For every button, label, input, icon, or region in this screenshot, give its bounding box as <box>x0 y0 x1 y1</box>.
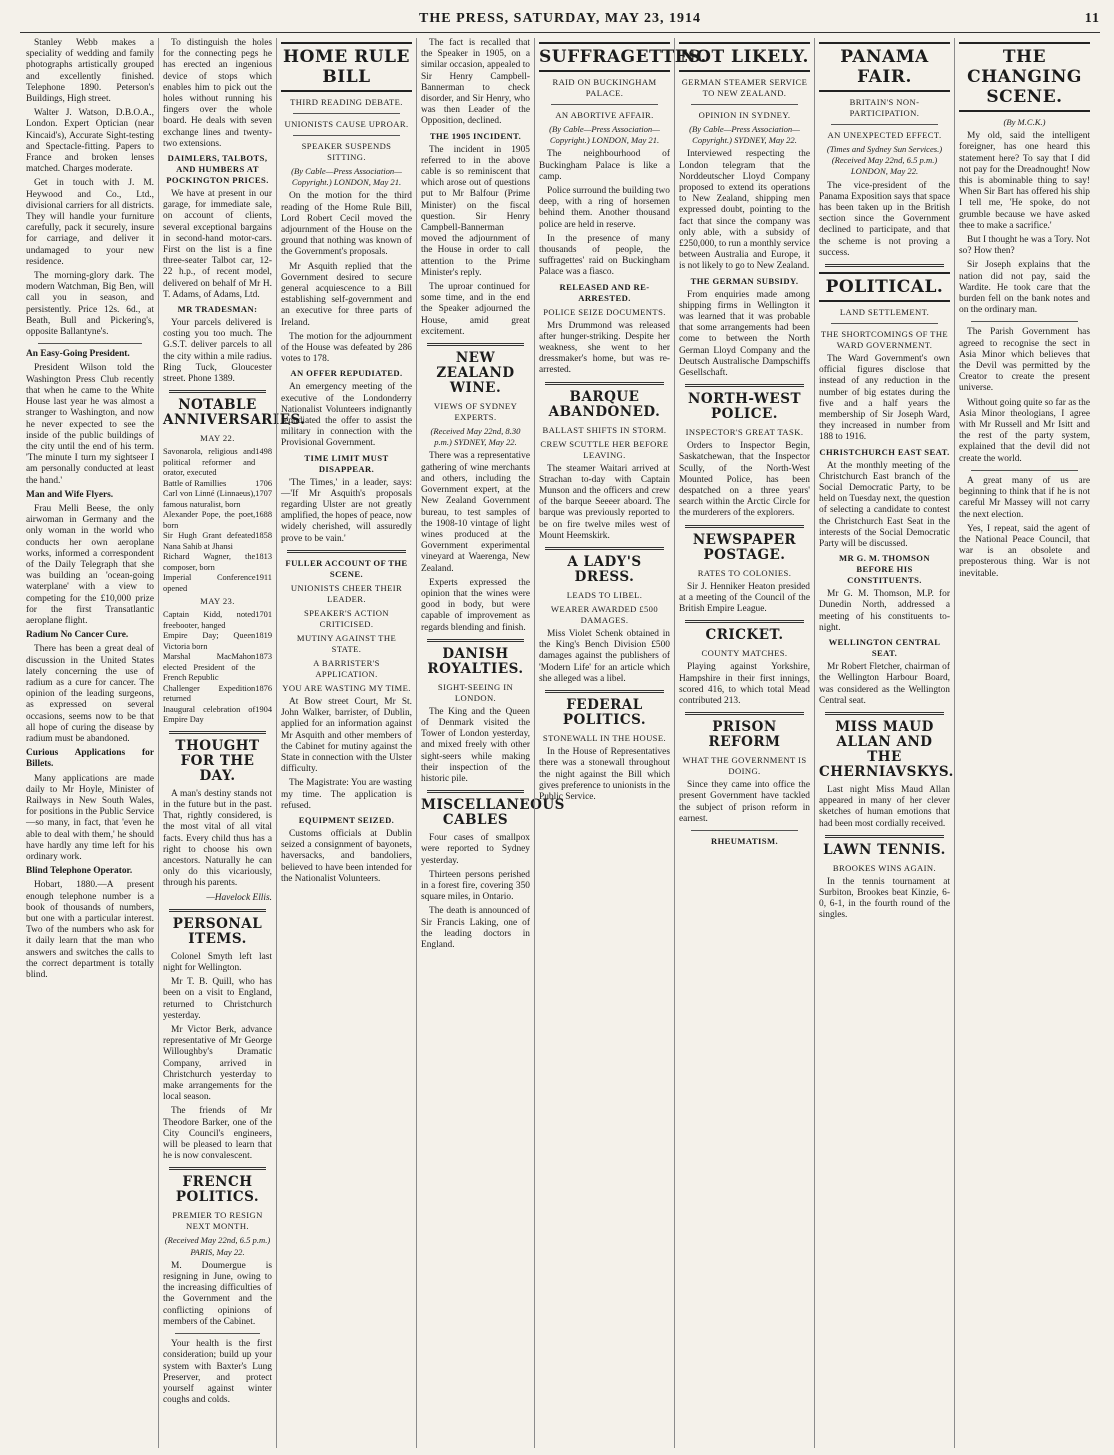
article-text: Mr Robert Fletcher, chairman of the Wellington Harbour Board, was considered as the Wellington Central seat. <box>819 662 950 706</box>
item-heading: Curious Applications for Billets. <box>26 748 154 770</box>
article-text: At the monthly meeting of the Christchurch East branch of the Social Democratic Party, to be held on Tuesday next, the question of selecting a candidate to contest the Christchurch East Seat in the interests of the Social Democratic Party will be discussed. <box>819 460 950 550</box>
article-headline: HOME RULE BILL <box>281 42 412 92</box>
article-text: At Bow street Court, Mr St. John Walker, barrister, of Dublin, applied for an information against Mr Asquith and other members of the Cabinet for mutiny against the State in connection with the Ulster difficulty. <box>281 696 412 775</box>
subheading: SIGHT-SEEING IN LONDON. <box>437 681 514 703</box>
subheading: RHEUMATISM. <box>710 835 779 846</box>
article-text: Without going quite so far as the Asia Minor theologians, I agree with Mr Russell and Mr Isitt and the rest of the party system, explained that the devil did not create the world. <box>959 397 1090 464</box>
column-5 <box>534 38 707 1448</box>
article-headline: MISCELLANEOUS CABLES <box>421 797 565 829</box>
article-text: The incident in 1905 referred to in the above cable is so reminiscent that which arose out of questions put to Mr Balfour (Prime Minister) on the fiscal question. Sir Henry Campbell-Bannerman moved the adjournment of the House in order to call attention to the Prime Minister's reply. <box>421 144 530 278</box>
anniversary-event: Captain Kidd, noted freebooter, hanged <box>163 610 256 630</box>
subheading: CHRISTCHURCH EAST SEAT. <box>819 446 950 457</box>
article-text: In the presence of many thousands of people, the suffragettes' raid on Buckingham Palace was a fiasco. <box>539 233 670 278</box>
advert-heading: DAIMLERS, TALBOTS, AND HUMBERS AT POCKINGTON PRICES. <box>166 153 269 186</box>
subheading: LAND SETTLEMENT. <box>839 307 930 318</box>
column-7 <box>814 38 954 1448</box>
author-byline: (By M.C.K.) <box>1003 117 1046 127</box>
article-headline: THE CHANGING SCENE. <box>959 42 1090 112</box>
article-text: In the tennis tournament at Surbiton, Brookes beat Kinzie, 6-0, 6-1, in the fourth round of the singles. <box>819 876 950 921</box>
subheading: BROOKES WINS AGAIN. <box>832 862 937 873</box>
divider <box>825 712 944 715</box>
article-text: Thirteen persons perished in a forest fire, covering 350 square miles, in Ontario. <box>421 869 530 903</box>
divider <box>551 104 658 105</box>
subheading: MUTINY AGAINST THE STATE. <box>296 632 397 654</box>
article-text: Last night Miss Maud Allan appeared in many of her clever sketches of human emotions that had been most cordially received. <box>819 784 950 829</box>
divider <box>685 384 804 387</box>
divider <box>691 104 798 105</box>
subheading: EQUIPMENT SEIZED. <box>298 814 395 825</box>
anniversary-item <box>163 610 272 631</box>
subheading: RAID ON BUCKINGHAM PALACE. <box>552 77 657 98</box>
anniversary-event: Alexander Pope, the poet, born <box>163 510 256 530</box>
anniversary-item <box>163 631 272 652</box>
divider <box>169 731 266 734</box>
masthead-title: THE PRESS, SATURDAY, MAY 23, 1914 <box>419 11 701 26</box>
article-text: The vice-president of the Panama Exposition says that space has been taken up in the British section since the Government declined to participate, and that the scheme is not proving a success. <box>819 180 950 258</box>
subheading: THIRD READING DEBATE. <box>290 97 403 107</box>
divider <box>825 835 944 838</box>
anniversary-year: 1688 <box>255 510 272 520</box>
subheading: WELLINGTON CENTRAL SEAT. <box>828 637 941 659</box>
anniversary-item <box>163 652 272 684</box>
article-text: The Magistrate: You are wasting my time. The application is refused. <box>281 778 412 811</box>
anniversary-item <box>163 573 272 594</box>
article-text: Since they came into office the present Government have tackled the subject of prison reform in earnest. <box>679 780 810 824</box>
column-1 <box>22 38 158 1448</box>
article-text: The Parish Government has agreed to recognise the sect in Asia Minor which believes that the Devil was permitted by the Creator to create the present universe. <box>959 327 1090 394</box>
anniversary-event: Challenger Expedition returned <box>163 683 256 704</box>
item-text: Many applications are made daily to Mr Hoyle, Minister of Railways in New South Wales, for positions in the Public Service—so many, in fact, that 'even he able to deal with them,' he should have hardly any time left for his ordinary work. <box>26 773 154 863</box>
article-headline: DANISH ROYALTIES. <box>427 645 524 677</box>
divider <box>175 1333 260 1334</box>
divider <box>545 690 664 693</box>
anniversary-year: 1813 <box>255 552 272 562</box>
subheading: AN OFFER REPUDIATED. <box>290 368 403 379</box>
item-heading: Man and Wife Flyers. <box>26 489 114 500</box>
anniversary-year: 1701 <box>255 610 272 620</box>
article-headline: NEWSPAPER POSTAGE. <box>692 531 797 563</box>
divider <box>691 830 798 831</box>
divider <box>293 113 400 114</box>
article-text: An emergency meeting of the executive of the Londonderry Nationalist Volunteers indignantly repudiated the offer to assist the military in connection with the Provisional Government. <box>281 382 412 449</box>
dateline: (By Cable—Press Association—Copyright.) LONDON, May 21. <box>291 166 402 188</box>
item-text: President Wilson told the Washington Press Club recently that when he came to the White House last year he was almost a stranger to Washington, and now he never expected to see the inside of the public buildings of the city until the end of his term. 'The minute I turn my sightseer I am personally conducted at least the hand.' <box>26 363 154 486</box>
divider <box>427 639 524 642</box>
divider <box>971 321 1078 322</box>
article-text: Interviewed respecting the London telegram that the Norddeutscher Lloyd Company proposed to extend its operations to New Zealand, shipping men expressed doubt, pointing to the fact that since the company was only able, with a subsidy of £250,000, to run a monthly service between Australia and Europe, it is not likely to go to New Zealand. <box>679 149 810 272</box>
subheading: GERMAN STEAMER SERVICE TO NEW ZEALAND. <box>681 77 808 98</box>
article-headline: SUFFRAGETTES. <box>539 42 670 72</box>
subheading: BALLAST SHIFTS IN STORM. <box>542 424 667 435</box>
personal-item: Mr T. B. Quill, who has been on a visit to England, returned to Christchurch yesterday. <box>163 977 272 1021</box>
article-text: The King and the Queen of Denmark visited the Tower of London yesterday, and mixed freely with other sight-seers while making their inspection of the historic pile. <box>421 706 530 784</box>
subheading: A BARRISTER'S APPLICATION. <box>313 657 380 679</box>
divider <box>38 343 142 344</box>
anniversary-year: 1873 <box>255 652 272 662</box>
article-text: Police surround the building two deep, with a ring of horsemen behind them. Another thousand police are held in reserve. <box>539 186 670 230</box>
article-text: There was a representative gathering of wine merchants and others, including the Government expert, at the New Zealand Government bureau, to test samples of the 1908-10 vintage of light wines produced at the Government experimental vineyard at Waerenga, New Zealand. <box>421 451 530 574</box>
advert-webb: Stanley Webb makes a speciality of wedding and family photographs artistically grouped and excellently finished. Telephone 1890. Peterson's Buildings, High street. <box>26 38 154 105</box>
column-6 <box>674 38 814 1448</box>
article-text: The motion for the adjournment of the House was defeated by 286 votes to 178. <box>281 331 412 365</box>
divider <box>427 343 524 346</box>
article-headline: CRICKET. <box>705 627 784 644</box>
article-text: In the House of Representatives there was a stonewall throughout the night against the Bill which gives preference to unionists in the Public Service. <box>539 747 670 802</box>
item-text: Hobart, 1880.—A present enough telephone number is a book of thousands of numbers, but one with a particular interest. Two of the numbers who ask for it daily learn that the man who answers and switches the calls to the correct department is totally blind. <box>26 880 154 981</box>
advert-heywood: Get in touch with J. M. Heywood and Co., Ltd., divisional carriers for all districts. They will handle your furniture carefully, pack it securely, insure for carriage, and deliver it undamaged to your new residence. <box>26 178 154 267</box>
article-text: The death is announced of Sir Francis Laking, one of the leading doctors in England. <box>421 906 530 950</box>
dateline: (Times and Sydney Sun Services.) (Received May 22nd, 6.5 p.m.) LONDON, May 22. <box>826 144 943 177</box>
divider <box>825 264 944 267</box>
subheading: UNIONISTS CHEER THEIR LEADER. <box>290 582 403 604</box>
item-text: Frau Melli Beese, the only airwoman in Germany and the only woman in the world who conducts her own aeroplane works, informed a correspondent of the Daily Telegraph that she was building an 'ocean-going waterplane' with a view to competing for the £10,000 prize for the first Transatlantic aeroplane flight. <box>26 503 154 626</box>
anniversary-event: Battle of Ramillies <box>163 478 227 488</box>
subheading: WEARER AWARDED £500 DAMAGES. <box>550 604 659 626</box>
section-headline: FRENCH POLITICS. <box>175 1174 260 1206</box>
anniversary-list <box>163 447 272 594</box>
article-text: Playing against Yorkshire, Hampshire in their first innings, scored 416, to which total Mead contributed 213. <box>679 662 810 706</box>
subheading: YOU ARE WASTING MY TIME. <box>282 682 411 693</box>
thought-text: A man's destiny stands not in the future but in the past. That, rightly considered, is the most vital of all vital facts. Every child thus has a right to choose his own ancestors. Naturally he can only do this vicariously, through his parents. <box>163 788 272 889</box>
page-number: 11 <box>1084 11 1100 26</box>
article-text: Four cases of smallpox were reported to Sydney yesterday. <box>421 833 530 866</box>
anniversary-item <box>163 447 272 479</box>
article-text: 'The Times,' in a leader, says:—'If Mr Asquith's proposals regarding Ulster are not greatly amplified, the hopes of peace, now widely cherished, will assuredly prove to be vain.' <box>281 477 412 544</box>
article-text: My old, said the intelligent foreigner, has one heard this statement here? To say that I did not pay for the Dreadnought! Now this is abominable thing to say! When Sir Bart has offered his ship I tell me, 'He spoke, do not grumble because we have asked thee to make a sacrifice.' <box>959 131 1090 231</box>
divider <box>427 790 524 793</box>
article-headline: NEW ZEALAND WINE. <box>436 350 515 397</box>
article-text: From enquiries made among shipping firms in Wellington it was learned that it was probable that some arrangements had been come to between the North German Lloyd Company and the Deutsch Australische Dampschiffs Gesellschaft. <box>679 289 810 379</box>
date-subheading: MAY 22. <box>200 433 235 444</box>
divider <box>545 382 664 385</box>
divider <box>169 390 266 393</box>
article-text: On the motion for the third reading of the Home Rule Bill, Lord Robert Cecil moved the adjournment of the House on the ground that nothing was known of the Government's proposals. <box>281 191 412 258</box>
column-3 <box>276 38 416 1448</box>
subheading: AN ABORTIVE AFFAIR. <box>555 110 654 120</box>
subheading: STONEWALL IN THE HOUSE. <box>542 733 667 744</box>
column-2 <box>158 38 306 1448</box>
dateline: (Received May 22nd, 8.30 p.m.) SYDNEY, May 22. <box>430 426 521 448</box>
subheading: COUNTY MATCHES. <box>701 648 788 659</box>
anniversary-year: 1858 <box>255 531 272 541</box>
subheading: SPEAKER SUSPENDS SITTING. <box>301 141 392 162</box>
divider <box>971 470 1078 471</box>
article-text: Mrs Drummond was released after hunger-striking. Despite her weakness, she went to her dressmaker's home, but was re-arrested. <box>539 320 670 376</box>
article-text: Miss Violet Schenk obtained in the King's Bench Division £500 damages against the publishers of 'Modern Life' for an article which she alleged was a libel. <box>539 629 670 684</box>
date-subheading: MAY 23. <box>200 596 235 607</box>
dateline: (By Cable—Press Association—Copyright.) LONDON, May 21. <box>549 124 660 146</box>
advert-text: We have at present in our garage, for immediate sale, on account of clients, several exceptional bargains in second-hand motor-cars. First on the list is a fine three-seater Talbot car, 12-22 h.p., of recent model, delivered on behalf of Mr H. T. Adams, of Adams, Ltd. <box>163 189 272 300</box>
divider <box>685 620 804 623</box>
divider <box>169 1167 266 1170</box>
advert-bigben: The morning-glory dark. The modern Watchman, Big Ben, will call you in season, and persistently. Price 12s. 6d., at Beath, Bull and Pickering's, opposite Ballantyne's. <box>26 271 154 338</box>
subheading: THE SHORTCOMINGS OF THE WARD GOVERNMENT. <box>820 329 949 351</box>
dateline: (By Cable—Press Association—Copyright.) SYDNEY, May 22. <box>689 124 800 146</box>
article-text: The steamer Waitari arrived at Strachan to-day with Captain Munson and the officers and crew of the barque Seeeer aboard. The barque was previously reported to be on fire twelve miles west of Mount Heemskirk. <box>539 463 670 541</box>
anniversary-item <box>163 479 272 490</box>
anniversary-event: Richard Wagner, the composer, born <box>163 552 256 572</box>
masthead <box>20 8 1100 33</box>
personal-item: The friends of Mr Theodore Barker, one of the City Council's engineers, will be pleased to learn that he is now convalescent. <box>163 1106 272 1162</box>
subheading: POLICE SEIZE DOCUMENTS. <box>543 306 666 317</box>
subheading: MR G. M. THOMSON BEFORE HIS CONSTITUENTS. <box>839 553 930 586</box>
anniversary-event: Empire Day; Queen Victoria born <box>163 631 256 651</box>
divider <box>831 323 938 324</box>
article-text: The uproar continued for some time, and in the end the Speaker adjourned the House, amid great excitement. <box>421 282 530 337</box>
article-headline: A LADY'S DRESS. <box>567 554 642 586</box>
subheading: THE 1905 INCIDENT. <box>429 130 522 141</box>
article-text: The Ward Government's own official figures disclose that instead of any reduction in the number of big estates during the five and a half years the membership of Sir Joseph Ward, they increased in number from 188 to 1916. <box>819 354 950 443</box>
article-text: Experts expressed the opinion that the wines were good in body, but were capable of improvement as regards blending and finish. <box>421 577 530 633</box>
article-headline: MISS MAUD ALLAN AND THE CHERNIAVSKYS. <box>819 718 954 780</box>
anniversary-year: 1498 <box>255 447 272 457</box>
thought-author: —Havelock Ellis. <box>206 892 272 903</box>
article-text: Sir Joseph explains that the nation did not pay, said the Wardite. He took care that the burden fell on the bank notes and on the ordinary man. <box>959 260 1090 316</box>
anniversary-year: 1911 <box>255 573 272 583</box>
article-headline: BARQUE ABANDONED. <box>548 388 661 420</box>
subheading: VIEWS OF SYDNEY EXPERTS. <box>433 401 518 423</box>
anniversary-item <box>163 684 272 705</box>
item-heading: Blind Telephone Operator. <box>26 866 133 877</box>
article-headline: FEDERAL POLITICS. <box>562 697 647 729</box>
personal-item: Colonel Smyth left last night for Wellington. <box>163 951 272 974</box>
subheading: PREMIER TO RESIGN NEXT MONTH. <box>172 1210 263 1232</box>
anniversary-year: 1876 <box>255 683 272 693</box>
divider <box>287 550 406 553</box>
subheading: RATES TO COLONIES. <box>697 567 792 578</box>
subheading: AN UNEXPECTED EFFECT. <box>827 130 942 140</box>
subheading: RELEASED AND RE-ARRESTED. <box>559 281 650 303</box>
anniversary-event: Inaugural celebration of Empire Day <box>163 704 256 725</box>
subheading: CREW SCUTTLE HER BEFORE LEAVING. <box>540 438 669 460</box>
advert-text: Your parcels delivered is costing you too much. The G.S.T. deliver parcels to all the city within a mile radius. Ring Tuck, Gloucester street. Phone 1389. <box>163 318 272 385</box>
subheading: BRITAIN'S NON-PARTICIPATION. <box>849 97 920 118</box>
item-text: There has been a great deal of discussion in the United States lately concerning the use of radium as a cure for cancer. The opinion of the leading surgeons, as expressed on several occasions, seems now to be that all hope of curing the disease by radium must be abandoned. <box>26 644 154 744</box>
divider <box>293 135 400 136</box>
article-text: Sir J. Henniker Heaton presided at a meeting of the Council of the British Empire League. <box>679 581 810 615</box>
advert-heading: MR TRADESMAN: <box>177 304 258 315</box>
anniversary-item <box>163 489 272 510</box>
subheading: LEADS TO LIBEL. <box>566 590 643 601</box>
article-headline: PRISON REFORM <box>708 719 781 751</box>
subheading: UNIONISTS CAUSE UPROAR. <box>284 119 409 129</box>
divider <box>545 547 664 550</box>
item-heading: Radium No Cancer Cure. <box>26 630 129 641</box>
anniversary-year: 1707 <box>255 489 272 499</box>
anniversary-item <box>163 531 272 552</box>
anniversary-year: 1819 <box>255 631 272 641</box>
section-headline: THOUGHT FOR THE DAY. <box>175 737 260 784</box>
article-text: The fact is recalled that the Speaker in 1905, on a similar occasion, appealed to Sir Henry Campbell-Bannerman to check disorder, and Sir Henry, who was then Leader of the Opposition, declined. <box>421 38 530 127</box>
article-text: M. Doumergue is resigning in June, owing to the increasing difficulties of the Government and the conflicting opinions of members of the Cabinet. <box>163 1260 272 1327</box>
anniversary-year: 1904 <box>255 704 272 714</box>
dateline: (Received May 22nd, 6.5 p.m.) PARIS, May 22. <box>164 1235 271 1257</box>
item-text: To distinguish the holes for the connecting pegs he has erected an ingenious device of stops which enables him to pick out the holes without running his fingers over the whole board. He deals with seven exchange lines and twenty-two extensions. <box>163 38 272 149</box>
subheading: INSPECTOR'S GREAT TASK. <box>685 427 804 438</box>
column-8 <box>954 38 1094 1448</box>
anniversary-event: Sir Hugh Grant defeated Nana Sahib at Jhansi <box>163 531 256 551</box>
divider <box>685 712 804 715</box>
article-text: Yes, I repeat, said the agent of the National Peace Council, that war is an obsolete and preposterous thing. War is not inevitable. <box>959 523 1090 579</box>
article-headline: NOT LIKELY. <box>679 42 810 72</box>
subheading: SPEAKER'S ACTION CRITICISED. <box>303 607 390 629</box>
personal-item: Mr Victor Berk, advance representative of Mr George Willoughby's Dramatic Company, arrived in Christchurch yesterday to make arrangements for the local season. <box>163 1025 272 1103</box>
anniversary-event: Carl von Linné (Linnaeus), famous naturalist, born <box>163 489 256 509</box>
anniversary-item <box>163 510 272 531</box>
article-text: Orders to Inspector Begin, Saskatchewan, that the Inspector Scully, of the North-West Mounted Police, has been despatched on a three years' search within the Arctic Circle for the murderers of the explorers. <box>679 441 810 519</box>
anniversary-event: Marshal MacMahon elected President of the French Republic <box>163 652 256 683</box>
column-4 <box>416 38 565 1448</box>
advert-watson: Walter J. Watson, D.B.O.A., London. Expert Optician (near Kincaid's), Accurate Sight-testing and Spectacle-fitting. Papers to France and broken lenses matched. Charges moderate. <box>26 108 154 175</box>
article-text: Mr G. M. Thomson, M.P. for Dunedin North, addressed a meeting of his constituents to-night. <box>819 589 950 633</box>
article-headline: NORTH-WEST POLICE. <box>688 391 801 423</box>
advert-text: Your health is the first consideration; build up your system with Baxter's Lung Preserver, and protect yourself against winter coughs and colds. <box>163 1339 272 1406</box>
subheading: WHAT THE GOVERNMENT IS DOING. <box>682 755 807 777</box>
anniversary-event: Imperial Conference opened <box>163 573 256 593</box>
article-text: But I thought he was a Tory. Not so? How then? <box>959 235 1090 257</box>
section-headline: NOTABLE ANNIVERSARIES. <box>163 397 306 429</box>
article-text: The neighbourhood of Buckingham Palace is like a camp. <box>539 149 670 182</box>
anniversary-list <box>163 610 272 726</box>
anniversary-event: Savonarola, religious and political reformer and orator, executed <box>163 447 256 478</box>
article-text: Mr Asquith replied that the Government desired to secure general acquiescence to a Bill establishing self-government and an executive for three parts of Ireland. <box>281 261 412 328</box>
divider <box>831 124 938 125</box>
article-text: A great many of us are beginning to think that if he is not careful Mr Massey will not carry the next election. <box>959 475 1090 520</box>
divider <box>169 909 266 912</box>
anniversary-year: 1706 <box>255 478 272 488</box>
item-heading: An Easy-Going President. <box>26 349 130 360</box>
anniversary-item <box>163 705 272 726</box>
article-headline: POLITICAL. <box>819 272 950 302</box>
article-text: Customs officials at Dublin seized a consignment of bayonets, haversacks, and bandoliers, believed to have been intended for the Nationalist Volunteers. <box>281 828 412 884</box>
subheading: TIME LIMIT MUST DISAPPEAR. <box>304 452 389 474</box>
section-headline: PERSONAL ITEMS. <box>172 915 263 947</box>
subheading: OPINION IN SYDNEY. <box>698 110 791 120</box>
article-headline: PANAMA FAIR. <box>819 42 950 92</box>
article-headline: LAWN TENNIS. <box>823 841 946 858</box>
subheading: FULLER ACCOUNT OF THE SCENE. <box>285 557 408 579</box>
divider <box>685 525 804 528</box>
anniversary-item <box>163 552 272 573</box>
subheading: THE GERMAN SUBSIDY. <box>690 275 799 286</box>
